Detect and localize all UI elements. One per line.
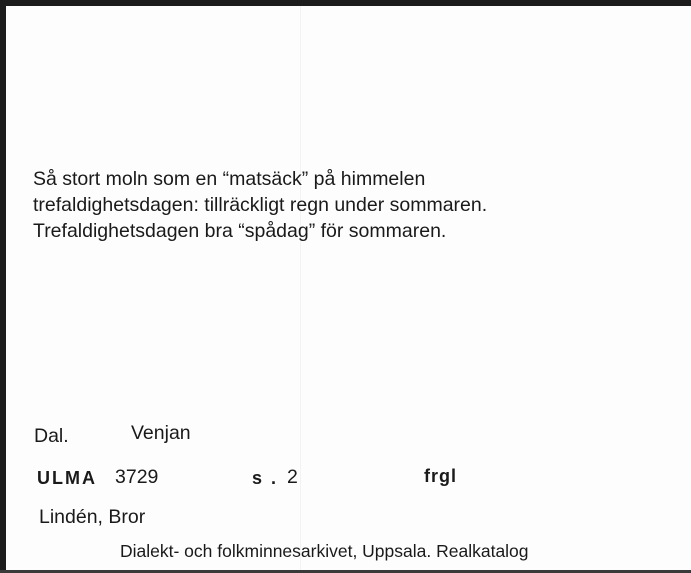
parish-label: Venjan bbox=[131, 422, 191, 444]
record-text-line-1: Så stort moln som en “matsäck” på himmelen bbox=[33, 168, 426, 190]
archive-footer: Dialekt- och folkminnesarkivet, Uppsala. Realkatalog bbox=[120, 541, 529, 561]
informant-name: Lindén, Bror bbox=[39, 506, 146, 528]
archive-number: 3729 bbox=[115, 466, 159, 488]
page-number: 2 bbox=[287, 466, 298, 488]
category-code: frgl bbox=[424, 466, 457, 486]
record-text-line-3: Trefaldighetsdagen bra “spådag” för sommaren. bbox=[33, 220, 447, 242]
card-left-edge bbox=[0, 0, 6, 573]
record-text-line-2: trefaldighetsdagen: tillräckligt regn under sommaren. bbox=[33, 194, 488, 216]
card-fold-line bbox=[300, 6, 301, 570]
archive-code: ULMA bbox=[37, 468, 97, 488]
region-label: Dal. bbox=[34, 425, 69, 447]
page-label: s . bbox=[252, 468, 279, 488]
card-top-edge bbox=[0, 0, 691, 6]
